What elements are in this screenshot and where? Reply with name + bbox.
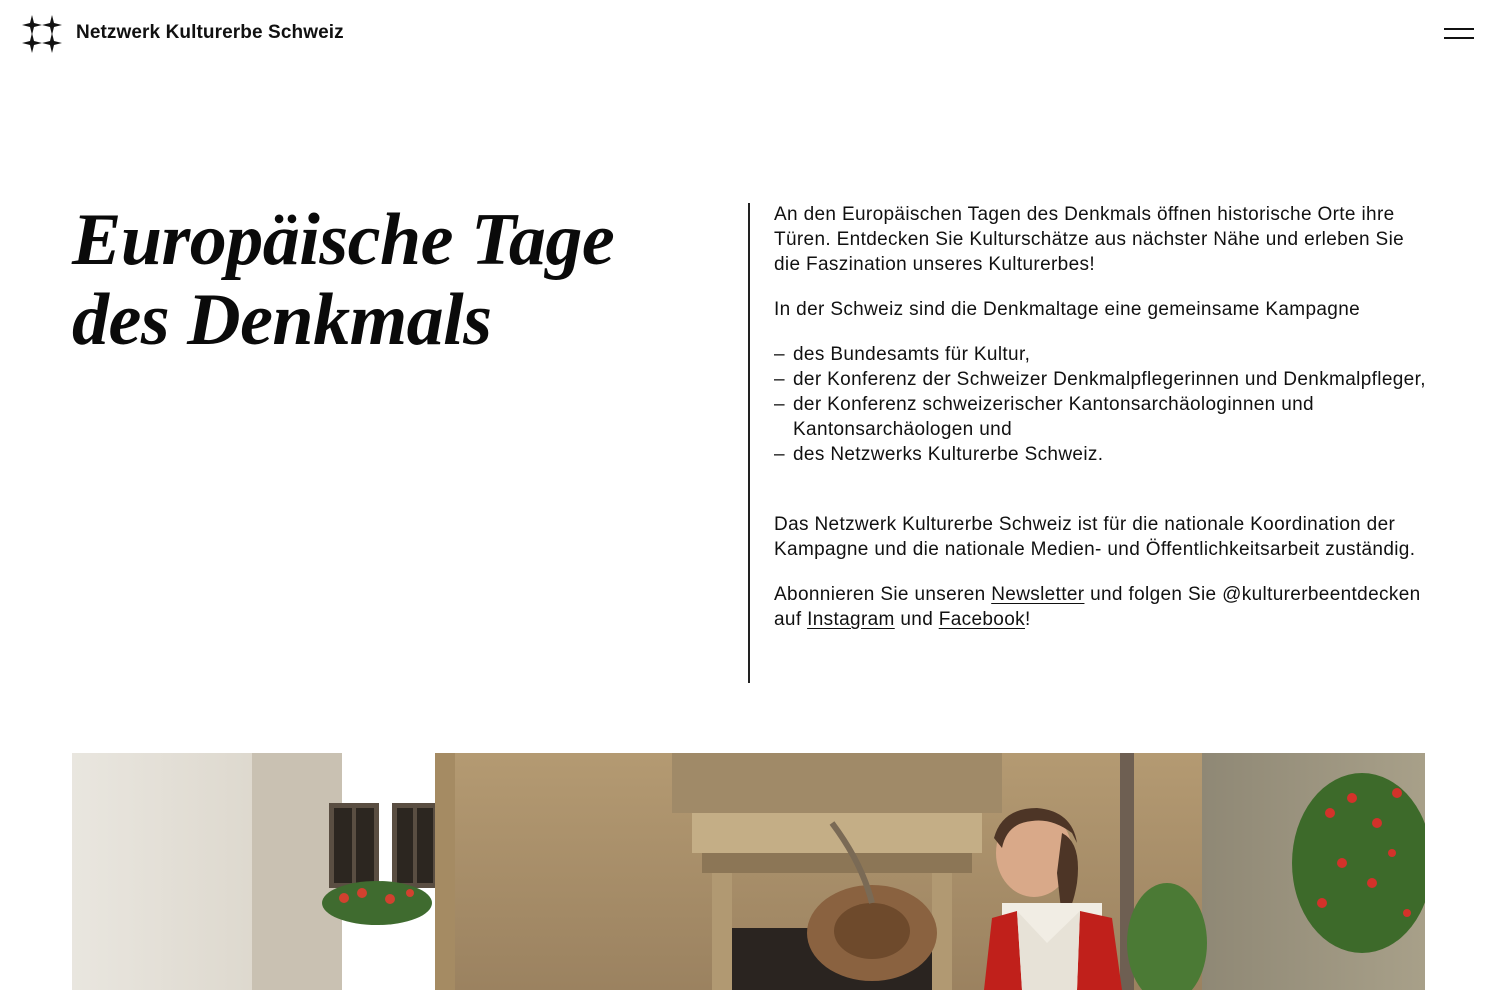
page-title-line-2: des Denkmals bbox=[72, 279, 492, 361]
page-title bbox=[72, 200, 692, 360]
list-item: – der Konferenz schweizerischer Kantonsarchäologinnen und Kantonsarchäologen und bbox=[774, 394, 1314, 440]
star-cluster-icon[interactable] bbox=[20, 13, 64, 55]
follow-paragraph: Abonnieren Sie unseren Newsletter und folgen Sie @kulturerbeentdecken auf Instagram und Facebook! bbox=[774, 584, 1421, 630]
list-item: – des Netzwerks Kulturerbe Schweiz. bbox=[774, 444, 1104, 465]
coordination-paragraph: Das Netzwerk Kulturerbe Schweiz ist für die nationale Koordination der Kampagne und die nationale Medien- und Öffentlichkeitsarbeit zuständig. bbox=[774, 514, 1416, 560]
menu-line bbox=[1444, 28, 1474, 30]
vertical-divider bbox=[748, 203, 750, 683]
list-item: – des Bundesamts für Kultur, bbox=[774, 344, 1031, 365]
list-item: – der Konferenz der Schweizer Denkmalpflegerinnen und Denkmalpfleger, bbox=[774, 369, 1426, 390]
site-header bbox=[0, 0, 1500, 70]
facebook-link[interactable]: Facebook bbox=[938, 609, 1025, 630]
menu-line bbox=[1444, 37, 1474, 39]
partner-list bbox=[774, 342, 1434, 467]
hamburger-menu-icon[interactable] bbox=[1444, 26, 1476, 42]
hero-photo-illustration bbox=[72, 753, 1425, 990]
newsletter-link[interactable]: Newsletter bbox=[991, 584, 1085, 605]
intro-text bbox=[774, 202, 1434, 652]
campaign-paragraph: In der Schweiz sind die Denkmaltage eine gemeinsame Kampagne bbox=[774, 299, 1361, 320]
instagram-link[interactable]: Instagram bbox=[807, 609, 895, 630]
intro-paragraph: An den Europäischen Tagen des Denkmals öffnen historische Orte ihre Türen. Entdecken Sie Kulturschätze aus nächster Nähe und erleben Sie die Faszination unseres Kulturerbes! bbox=[774, 204, 1405, 275]
hero-photo bbox=[72, 753, 1425, 990]
page-title-line-1: Europäische Tage bbox=[72, 199, 615, 281]
brand-name[interactable]: Netzwerk Kulturerbe Schweiz bbox=[76, 22, 344, 43]
